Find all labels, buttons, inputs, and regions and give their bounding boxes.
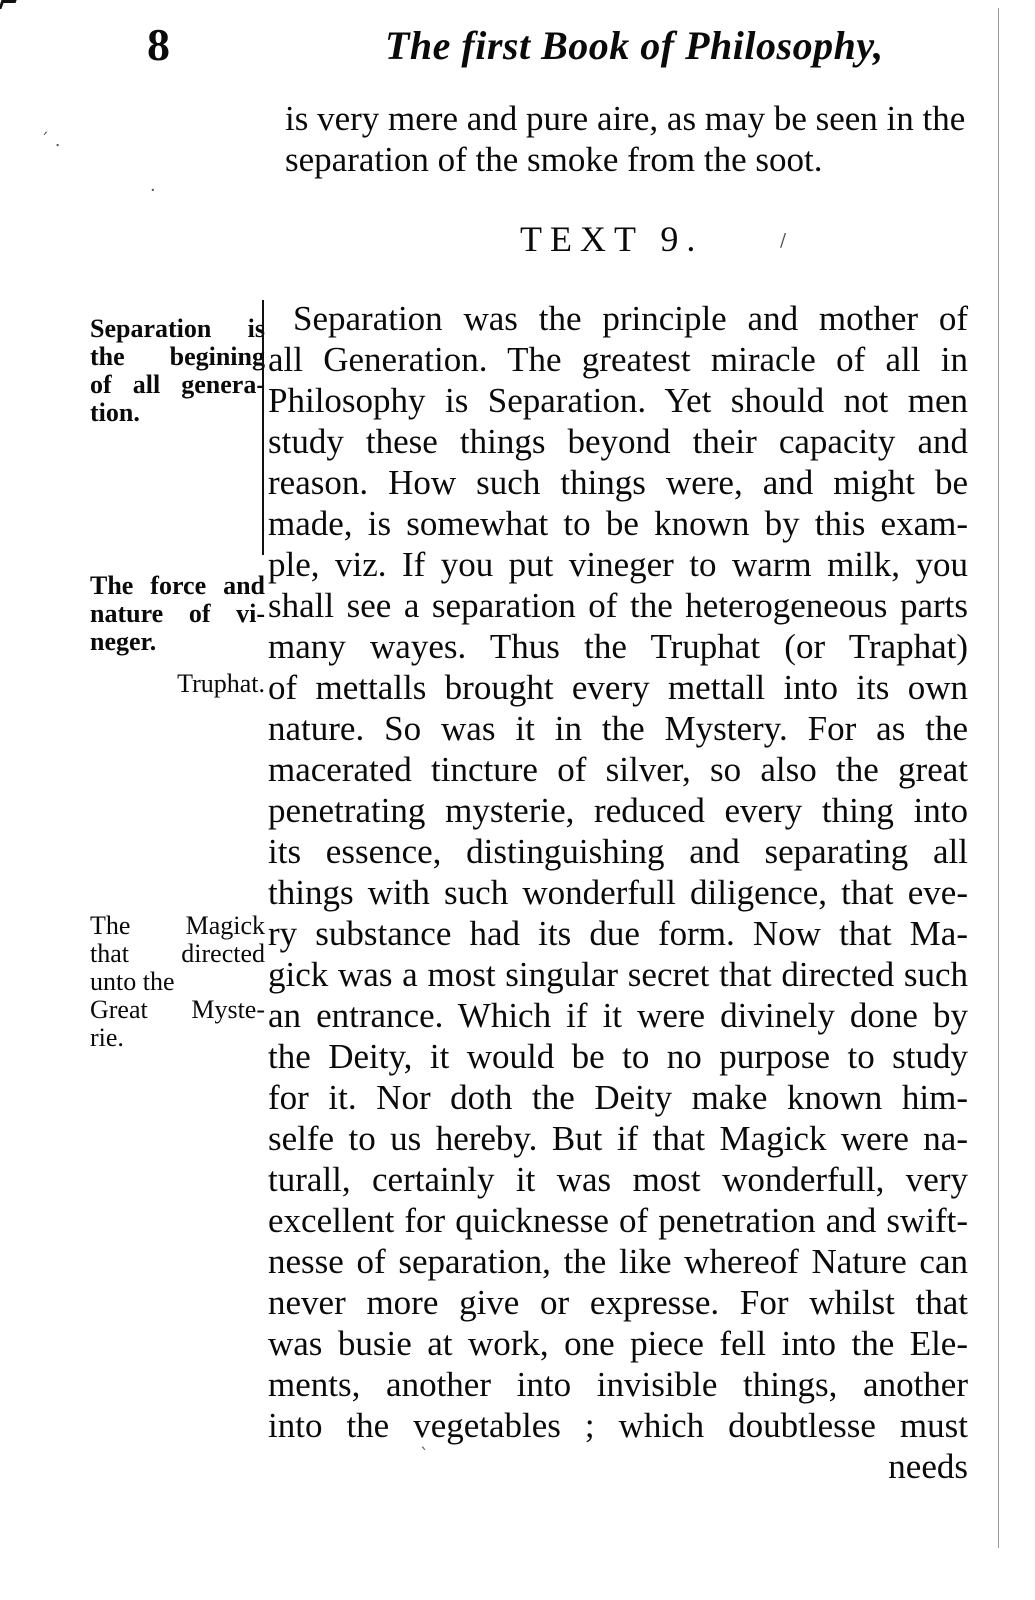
text-line: penetrating mysterie, reduced every thing into: [268, 791, 968, 830]
margin-note-line: neger.: [90, 627, 157, 656]
text-line: many wayes. Thus the Truphat (or Traphat): [268, 627, 968, 666]
text-line: made, is somewhat to be known by this exam-: [268, 504, 968, 543]
main-paragraph: [268, 298, 968, 1487]
text-line: ple, viz. If you put vineger to warm milk, you: [268, 545, 968, 584]
text-line: macerated tincture of silver, so also the great: [268, 750, 968, 789]
ink-speck: `: [420, 1445, 429, 1466]
ink-speck: /: [780, 230, 787, 251]
running-head: The first Book of Philosophy,: [385, 23, 884, 68]
margin-note-line: that directed: [90, 939, 265, 968]
text-line: Separation was the principle and mother of: [293, 299, 968, 338]
text-line: nature. So was it in the Mystery. For as the: [268, 709, 968, 748]
text-line: shall see a separation of the heterogeneous parts: [268, 586, 968, 625]
text-line: an entrance. Which if it were divinely done by: [268, 996, 968, 1035]
section-heading: TEXT 9.: [520, 219, 704, 259]
text-line: nesse of separation, the like whereof Nature can: [268, 1242, 968, 1281]
corner-mark: [0, 0, 17, 9]
text-line: for it. Nor doth the Deity make known him-: [268, 1078, 968, 1117]
margin-note-line: unto the: [90, 967, 175, 996]
text-line: separation of the smoke from the soot.: [285, 140, 823, 179]
margin-note-separation: [90, 315, 265, 427]
margin-note-line: of all genera-: [90, 370, 265, 399]
margin-note-line: rie.: [90, 1023, 124, 1052]
text-line: turall, certainly it was most wonderfull, very: [268, 1160, 968, 1199]
page-number: 8: [147, 19, 170, 70]
intro-paragraph: [285, 98, 965, 180]
text-line: things with such wonderfull diligence, that eve-: [268, 873, 968, 912]
text-line: reason. How such things were, and might be: [268, 463, 968, 502]
ink-speck: ·: [150, 180, 156, 201]
margin-note-line: The Magick: [90, 911, 265, 940]
text-line: is very mere and pure aire, as may be seen in the: [285, 99, 966, 138]
margin-note-line: tion.: [90, 398, 140, 427]
text-line: into the vegetables ; which doubtlesse must: [268, 1406, 968, 1445]
margin-note-line: The force and: [90, 571, 265, 600]
page-edge-line: [998, 8, 999, 1548]
margin-note-magick: [90, 912, 265, 1052]
text-line: was busie at work, one piece fell into the Ele-: [268, 1324, 968, 1363]
text-line: the Deity, it would be to no purpose to study: [268, 1037, 968, 1076]
margin-note-line: the begining: [90, 342, 265, 371]
ink-speck: ´ .: [40, 130, 61, 151]
text-line: never more give or expresse. For whilst that: [268, 1283, 968, 1322]
text-line: ments, another into invisible things, another: [268, 1365, 968, 1404]
catchword: needs: [888, 1447, 968, 1486]
text-line: study these things beyond their capacity and: [268, 422, 968, 461]
margin-note-line: Great Myste-: [90, 995, 265, 1024]
text-line: its essence, distinguishing and separating all: [268, 832, 968, 871]
margin-note-line: Separation is: [90, 314, 265, 343]
text-line: all Generation. The greatest miracle of all in: [268, 340, 968, 379]
margin-note-force: [90, 572, 265, 656]
margin-note-line: nature of vi-: [90, 599, 265, 628]
text-line: Philosophy is Separation. Yet should not men: [268, 381, 968, 420]
margin-note-truphat: Truphat.: [177, 669, 265, 698]
text-line: excellent for quicknesse of penetration and swift-: [268, 1201, 968, 1240]
text-line: of mettalls brought every mettall into its own: [268, 668, 968, 707]
text-line: gick was a most singular secret that directed such: [268, 955, 968, 994]
text-line: ry substance had its due form. Now that Ma-: [268, 914, 968, 953]
text-line: selfe to us hereby. But if that Magick were na-: [268, 1119, 968, 1158]
